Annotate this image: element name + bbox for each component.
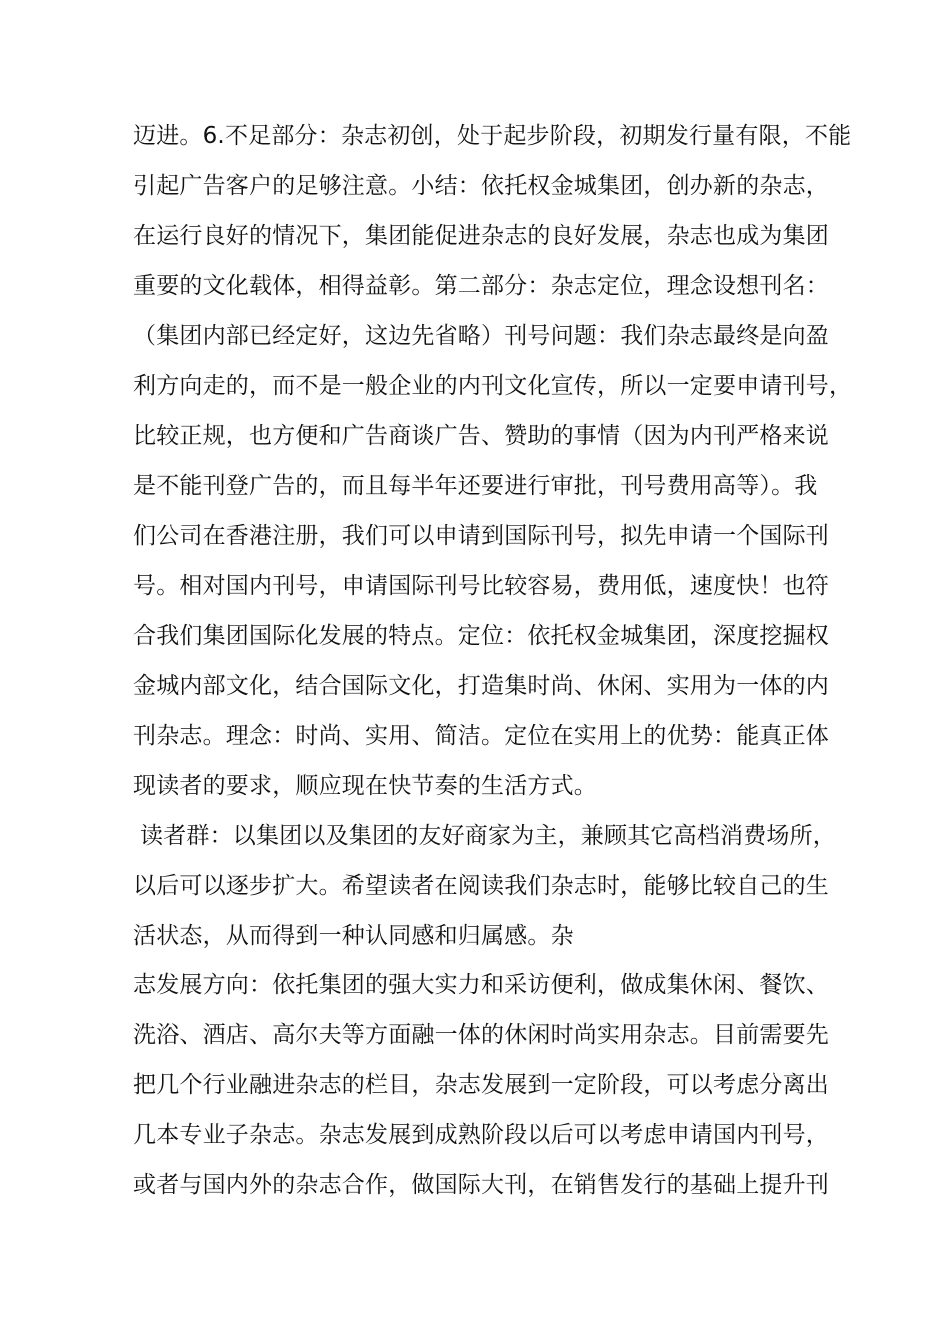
text-line: 几本专业子杂志。杂志发展到成熟阶段以后可以考虑申请国内刊号， [133,1122,829,1148]
text-line: （集团内部已经定好，这边先省略）刊号问题：我们杂志最终是向盈 [133,323,829,349]
text-line: 以后可以逐步扩大。希望读者在阅读我们杂志时，能够比较自己的生 [133,873,829,899]
text-line: 重要的文化载体，相得益彰。第二部分：杂志定位，理念设想刊名： [133,273,829,299]
text-line: 在运行良好的情况下，集团能促进杂志的良好发展，杂志也成为集团 [133,223,829,249]
text-line: 合我们集团国际化发展的特点。定位：依托权金城集团，深度挖掘权 [133,623,829,649]
text-line: 利方向走的，而不是一般企业的内刊文化宣传，所以一定要申请刊号， [133,373,853,399]
text-line: 金城内部文化，结合国际文化，打造集时尚、休闲、实用为一体的内 [133,673,829,699]
text-line: 活状态，从而得到一种认同感和归属感。杂 [133,923,574,949]
text-line: 或者与国内外的杂志合作，做国际大刊，在销售发行的基础上提升刊 [133,1172,829,1198]
text-line: 引起广告客户的足够注意。小结：依托权金城集团，创办新的杂志， [133,173,829,199]
text-line: 刊杂志。理念：时尚、实用、简洁。定位在实用上的优势：能真正体 [133,723,829,749]
text-line: 比较正规，也方便和广告商谈广告、赞助的事情（因为内刊严格来说 [133,423,829,449]
text-line: 现读者的要求，顺应现在快节奏的生活方式。 [133,773,597,799]
text-line: 洗浴、酒店、高尔夫等方面融一体的休闲时尚实用杂志。目前需要先 [133,1022,829,1048]
text-line: 迈进。6.不足部分：杂志初创，处于起步阶段，初期发行量有限，不能 [133,123,852,149]
text-line: 读者群：以集团以及集团的友好商家为主，兼顾其它高档消费场所， [140,823,836,849]
text-line: 是不能刊登广告的，而且每半年还要进行审批，刊号费用高等）。我 [133,473,818,499]
text-line: 把几个行业融进杂志的栏目，杂志发展到一定阶段，可以考虑分离出 [133,1072,829,1098]
text-line: 们公司在香港注册，我们可以申请到国际刊号，拟先申请一个国际刊 [133,523,829,549]
text-line: 志发展方向：依托集团的强大实力和采访便利，做成集休闲、餐饮、 [133,972,829,998]
text-line: 号。相对国内刊号，申请国际刊号比较容易，费用低，速度快！也符 [133,573,829,599]
